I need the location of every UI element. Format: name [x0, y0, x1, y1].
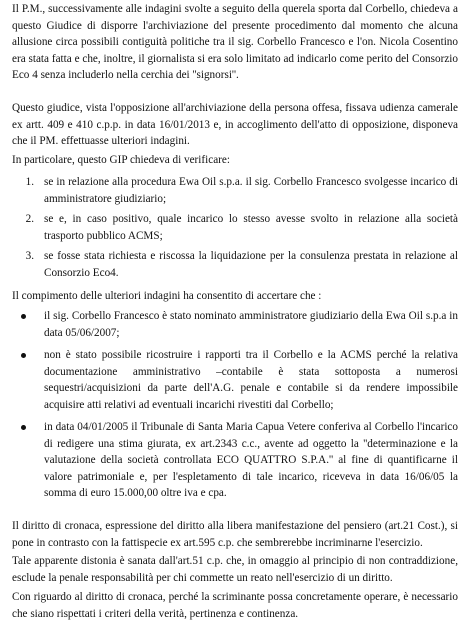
- bullet-dot: [21, 314, 26, 319]
- verification-numbered-list: [25, 174, 458, 281]
- paragraph-archiviazione-request: Il P.M., successivamente alle indagini svolte a seguito della querela sporta dal Corbello, chiedeva a questo Giudice di disporre l'archiviazione del presente procedimento dal momento che alcuna allusione circa possibili contiguità politiche tra il sig. Corbello Francesco e l'on. Nicola Cosentino era stata fatta e che, inoltre, il giornalista si era solo limitato ad indicarlo come perito del Consorzio Eco 4 senza includerlo nella cerchia dei ''signorsi''.: [12, 3, 458, 81]
- list-number: 3.: [25, 250, 34, 262]
- paragraph-art51-distonia: Tale apparente distonia è sanata dall'art.51 c.p. che, in omaggio al principio di non contraddizione, esclude la penale responsabilità per chi commette un reato nell'esercizio di un diritto.: [12, 555, 458, 584]
- bullet-dot: [21, 425, 26, 430]
- numbered-list-item: [25, 211, 458, 244]
- paragraph-camerale-hearing: Questo giudice, vista l'opposizione all'archiviazione della persona offesa, fissava udienza camerale ex artt. 409 e 410 c.p.p. in data 16/01/2013 e, in accoglimento dell'atto di opposizione, disponeva che il PM. effettuasse ulteriori indagini.: [12, 102, 458, 147]
- numbered-list-item: [25, 174, 458, 207]
- paragraph-diritto-di-cronaca: Il diritto di cronaca, espressione del diritto alla libera manifestazione del pensiero (art.21 Cost.), si pone in contrasto con la fattispecie ex art.595 c.p. che sembrerebbe incriminarne l'esercizio.: [12, 520, 458, 549]
- list-item-text: se fosse stata richiesta e riscossa la liquidazione per la consulenza prestata in relazione al Consorzio Eco4.: [44, 250, 458, 279]
- list-item-text: se in relazione alla procedura Ewa Oil s.p.a. il sig. Corbello Francesco svolgesse incarico di amministratore giudiziario;: [44, 176, 458, 205]
- paragraph-investigation-findings-intro: Il compimento delle ulteriori indagini ha consentito di accertare che :: [12, 290, 322, 302]
- list-item-text: non è stato possibile ricostruire i rapporti tra il Corbello e la ACMS perché la relativa documentazione amministrativo –contabile è stata sottoposta a numerosi sequestri/acquisizioni da parte dell'A.G. penale e contabile si da rendere impossibile acquisire atti relativi ad eventuali incarichi rivestiti dal Corbello;: [44, 349, 458, 411]
- bullet-list-item: [44, 308, 458, 341]
- findings-bullet-list: [44, 308, 458, 502]
- bullet-dot: [21, 353, 26, 358]
- list-number: 1.: [25, 176, 34, 188]
- list-number: 2.: [25, 213, 34, 225]
- paragraph-scriminante-criteria: Con riguardo al diritto di cronaca, perché la scriminante possa concretamente operare, è necessario che siano rispettati i criteri della verità, pertinenza e continenza.: [12, 591, 458, 620]
- paragraph-verification-intro: In particolare, questo GIP chiedeva di verificare:: [12, 154, 230, 166]
- bullet-list-item: [44, 347, 458, 413]
- bullet-list-item: [44, 419, 458, 502]
- list-item-text: se e, in caso positivo, quale incarico lo stesso avesse svolto in relazione alla società trasporto pubblico ACMS;: [44, 213, 458, 242]
- numbered-list-item: [25, 248, 458, 281]
- list-item-text: in data 04/01/2005 il Tribunale di Santa Maria Capua Vetere conferiva al Corbello l'incarico di redigere una stima giurata, ex art.2343 c.c., avente ad oggetto la ''determinazione e la valutazione della società controllata ECO QUATTRO S.P.A.'' al fine di quantificarne il valore patrimoniale e, per l'espletamento di tale incarico, riceveva in data 16/06/05 la somma di euro 15.000,00 oltre iva e cpa.: [44, 421, 458, 499]
- list-item-text: il sig. Corbello Francesco è stato nominato amministratore giudiziario della Ewa Oil s.p.a in data 05/06/2007;: [44, 310, 458, 339]
